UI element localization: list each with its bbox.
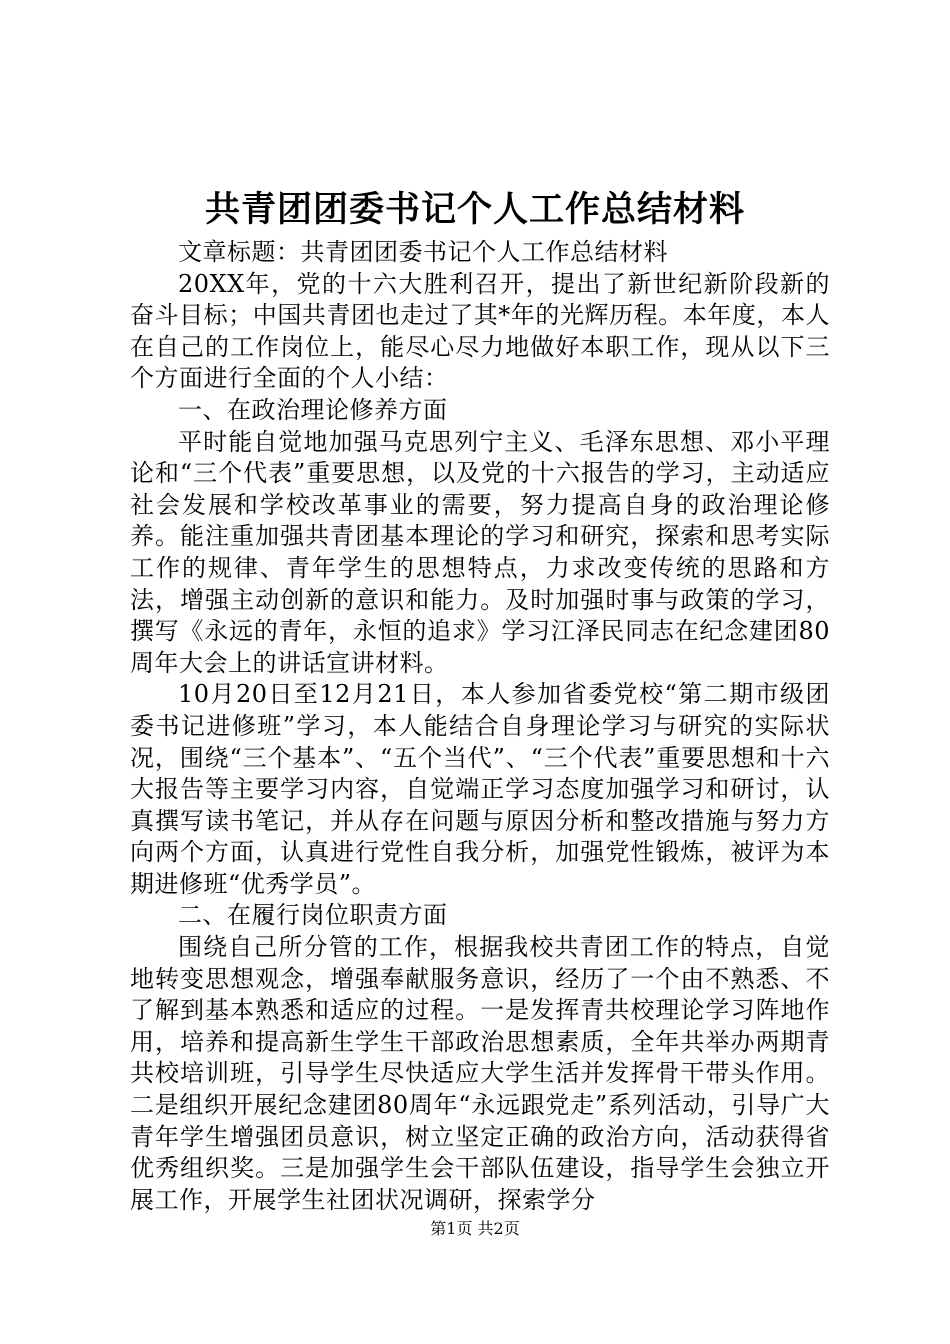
section-heading-duties: 二、在履行岗位职责方面 xyxy=(178,901,448,930)
paragraph-party-school: 10月20日至12月21日，本人参加省委党校“第二期市级团委书记进修班”学习，本人能结合自身理论学习与研究的实际状况，围绕“三个基本”、“五个当代”、“三个代表”重要思想和十六大报告等主要学习内容，自觉端正学习态度加强学习和研讨，认真撰写读书笔记，并从存在问题与原因分析和整改措施与努力方向两个方面，认真进行党性自我分析，加强党性锻炼，被评为本期进修班“优秀学员”。 xyxy=(130,680,830,898)
document-body xyxy=(130,237,830,1216)
section-heading-political-theory: 一、在政治理论修养方面 xyxy=(178,395,448,424)
paragraph-article-title: 文章标题：共青团团委书记个人工作总结材料 xyxy=(178,238,668,266)
paragraph-intro: 20XX年，党的十六大胜利召开，提出了新世纪新阶段新的奋斗目标；中国共青团也走过了其*年的光辉历程。本年度，本人在自己的工作岗位上，能尽心尽力地做好本职工作，现从以下三个方面进行全面的个人小结： xyxy=(130,269,830,393)
paragraph-political-theory: 平时能自觉地加强马克思列宁主义、毛泽东思想、邓小平理论和“三个代表”重要思想，以及党的十六报告的学习，主动适应社会发展和学校改革事业的需要，努力提高自身的政治理论修养。能注重加强共青团基本理论的学习和研究，探索和思考实际工作的规律、青年学生的思想特点，力求改变传统的思路和方法，增强主动创新的意识和能力。及时加强时事与政策的学习，撰写《永远的青年，永恒的追求》学习江泽民同志在纪念建团80周年大会上的讲话宣讲材料。 xyxy=(130,427,830,677)
document-title: 共青团团委书记个人工作总结材料 xyxy=(204,189,745,230)
paragraph-duties: 围绕自己所分管的工作，根据我校共青团工作的特点，自觉地转变思想观念，增强奉献服务意识，经历了一个由不熟悉、不了解到基本熟悉和适应的过程。一是发挥青共校理论学习阵地作用，培养和提高新生学生干部政治思想素质，全年共举办两期青共校培训班，引导学生尽快适应大学生活并发挥骨干带头作用。二是组织开展纪念建团80周年“永远跟党走”系列活动，引导广大青年学生增强团员意识，树立坚定正确的政治方向，活动获得省优秀组织奖。三是加强学生会干部队伍建设，指导学生会独立开展工作，开展学生社团状况调研，探索学分 xyxy=(130,933,830,1214)
page-number-footer: 第1页 共2页 xyxy=(430,1219,520,1238)
